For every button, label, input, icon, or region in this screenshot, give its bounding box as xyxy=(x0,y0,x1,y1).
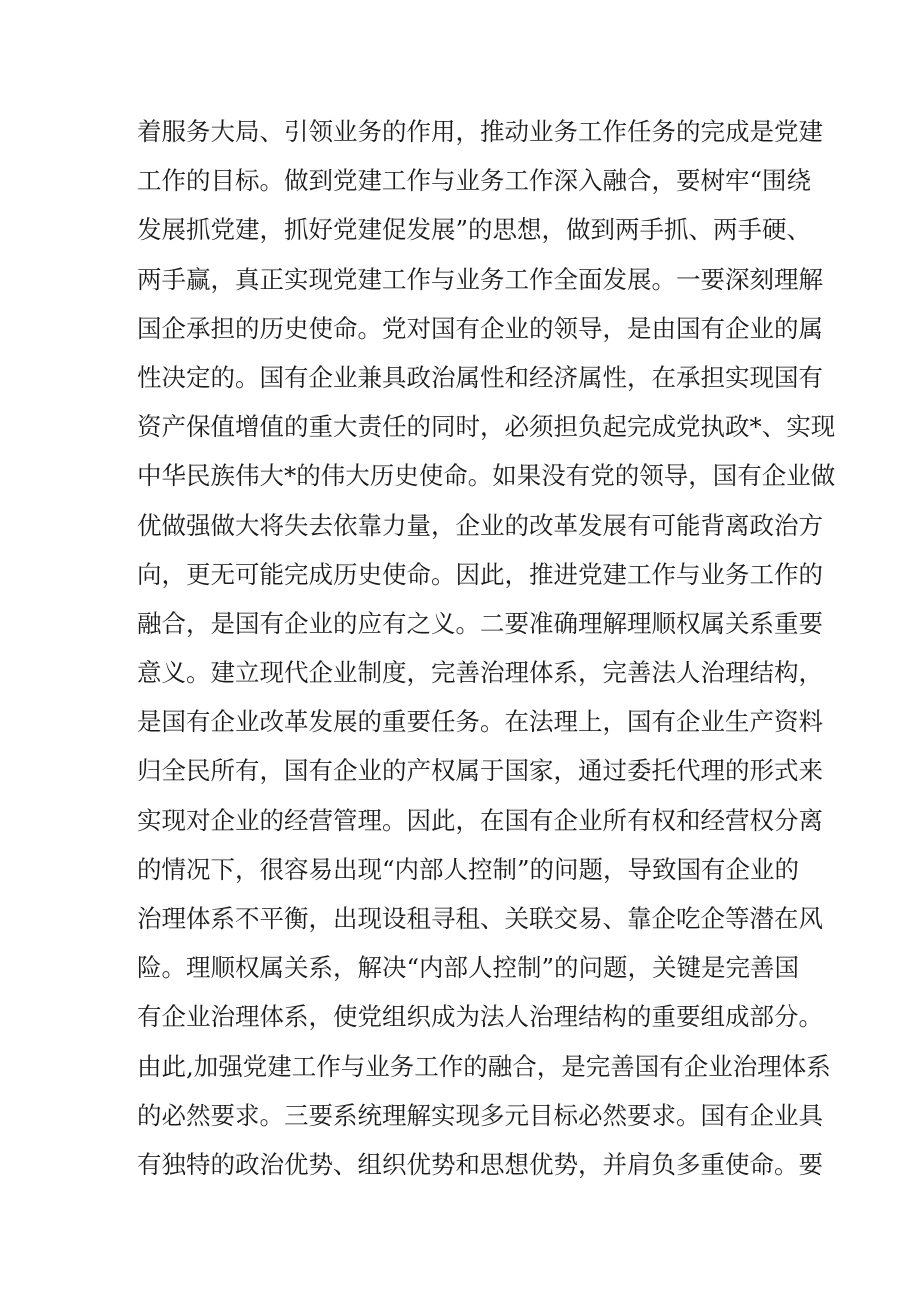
text-line-3: 发展抓党建，抓好党建促发展”的思想，做到两手抓、两手硬、 xyxy=(137,215,812,245)
text-line-20: 由此,加强党建工作与业务工作的融合，是完善国有企业治理体系 xyxy=(137,1051,831,1081)
text-line-9: 优做强做大将失去依靠力量，企业的改革发展有可能背离政治方 xyxy=(137,510,823,540)
text-line-10: 向，更无可能完成历史使命。因此，推进党建工作与业务工作的 xyxy=(137,559,823,589)
text-line-7: 资产保值增值的重大责任的同时，必须担负起完成党执政*、实现 xyxy=(137,412,836,442)
text-line-11: 融合，是国有企业的应有之义。二要准确理解理顺权属关系重要 xyxy=(137,608,823,638)
text-line-5: 国企承担的历史使命。党对国有企业的领导，是由国有企业的属 xyxy=(137,313,823,343)
text-line-2: 工作的目标。做到党建工作与业务工作深入融合，要树牢“围绕 xyxy=(137,166,812,196)
text-line-13: 是国有企业改革发展的重要任务。在法理上，国有企业生产资料 xyxy=(137,707,823,737)
text-line-16: 的情况下，很容易出现“内部人控制”的问题，导致国有企业的 xyxy=(137,854,800,884)
text-line-21: 的必然要求。三要系统理解实现多元目标必然要求。国有企业具 xyxy=(137,1100,823,1130)
text-line-12: 意义。建立现代企业制度，完善治理体系，完善法人治理结构， xyxy=(137,658,823,688)
body-paragraph xyxy=(137,107,836,1189)
text-line-19: 有企业治理体系，使党组织成为法人治理结构的重要组成部分。 xyxy=(137,1002,823,1032)
text-line-8: 中华民族伟大*的伟大历史使命。如果没有党的领导，国有企业做 xyxy=(137,461,836,491)
text-line-6: 性决定的。国有企业兼具政治属性和经济属性，在承担实现国有 xyxy=(137,362,823,392)
text-line-22: 有独特的政治优势、组织优势和思想优势，并肩负多重使命。要 xyxy=(137,1149,823,1179)
text-line-4: 两手赢，真正实现党建工作与业务工作全面发展。一要深刻理解 xyxy=(137,264,823,294)
text-line-18: 险。理顺权属关系，解决“内部人控制”的问题，关键是完善国 xyxy=(137,953,800,983)
text-line-1: 着服务大局、引领业务的作用，推动业务工作任务的完成是党建 xyxy=(137,117,823,146)
text-line-15: 实现对企业的经营管理。因此，在国有企业所有权和经营权分离 xyxy=(137,805,823,835)
text-line-14: 归全民所有，国有企业的产权属于国家，通过委托代理的形式来 xyxy=(137,756,823,786)
text-line-17: 治理体系不平衡，出现设租寻租、关联交易、靠企吃企等潜在风 xyxy=(137,904,823,933)
